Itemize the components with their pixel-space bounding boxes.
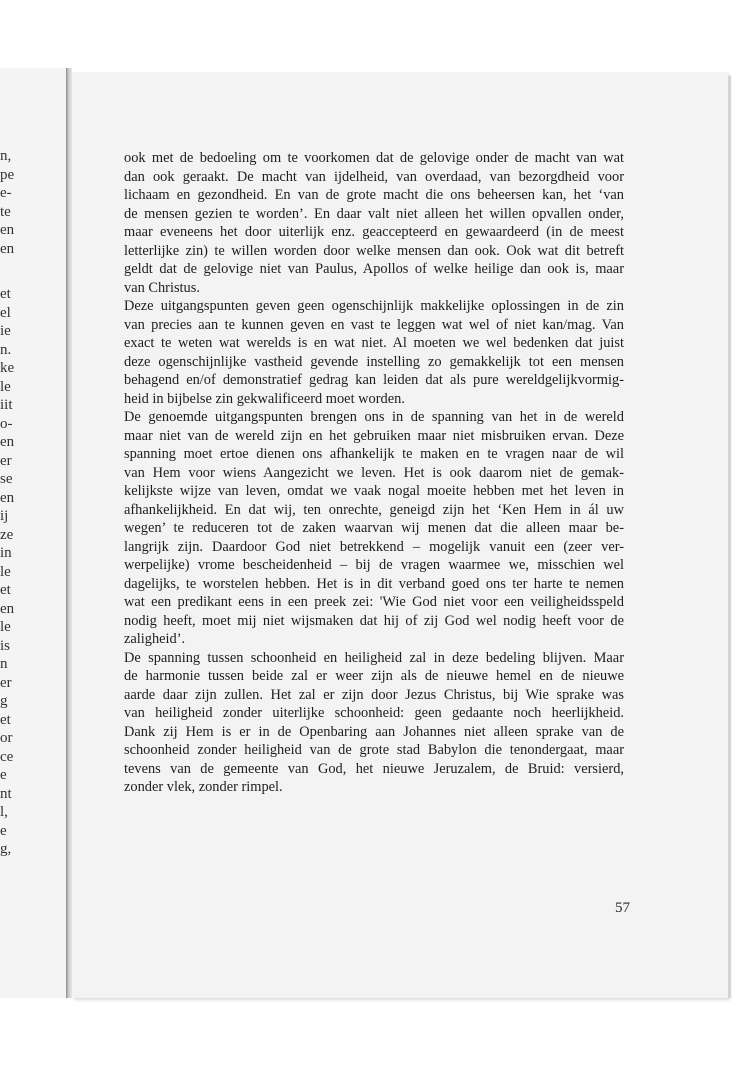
body-text	[124, 149, 624, 797]
text-line: kelijkste wijze van leven, omdat we vaak nogal moeite hebben met het leven in	[124, 483, 624, 499]
page-edge	[728, 76, 731, 998]
text-line: maar eveneens het door uiterlijk enz. geaccepteerd en gewaardeerd (in de meest	[124, 224, 624, 240]
left-page-fragment: el	[0, 304, 11, 321]
text-line: spanning moet ertoe dienen ons afhankelijk te maken en te vragen naar de wil	[124, 446, 624, 462]
left-page-fragment: g	[0, 693, 8, 709]
left-page-fragment: nt	[0, 785, 12, 802]
left-page-fragment: pe	[0, 166, 15, 183]
left-page-fragment: in	[0, 545, 12, 561]
page-number: 57	[615, 900, 630, 916]
left-page-fragment: n	[0, 656, 8, 672]
text-line: zonder vlek, zonder rimpel.	[124, 779, 283, 795]
text-line: van precies aan te kunnen geven en vast te leggen wat wel of niet kan/mag. Van	[124, 316, 624, 333]
text-line: langrijk zijn. Daardoor God niet betrekkend – mogelijk vanuit een (zeer ver-	[124, 538, 624, 555]
left-page-fragment: e	[0, 767, 7, 783]
left-page-fragment: en	[0, 600, 15, 617]
left-page-edge	[0, 68, 66, 998]
text-line: letterlijke zin) te willen worden door welke mensen dan ook. Ook wat dit betreft	[124, 242, 624, 259]
left-page-fragment: n,	[0, 148, 12, 164]
left-page-fragment: ze	[0, 526, 14, 543]
text-line: geldt dat de gelovige niet van Paulus, Apollos of welke heilige dan ook is, maar	[124, 261, 624, 277]
text-line: dan ook geraakt. De macht van ijdelheid, van overdaad, van bezorgdheid voor	[124, 168, 624, 185]
left-page-fragment: le	[0, 378, 11, 395]
left-page-fragment: et	[0, 582, 11, 598]
text-line: nodig heeft, moet mij niet wijsmaken dat hij of zij God wel nodig heeft voor de	[124, 612, 624, 629]
left-page-fragment: le	[0, 619, 11, 635]
text-line: heid in bijbelse zin gekwalificeerd moet worden.	[124, 390, 405, 407]
text-line: deze ogenschijnlijke vastheid gevende instelling zo gemakkelijk tot een mensen	[124, 353, 624, 370]
left-page-fragment: ke	[0, 360, 15, 376]
left-page-fragment: en	[0, 240, 15, 257]
text-line: Dank zij Hem is er in de Openbaring aan Johannes niet alleen sprake van de	[124, 723, 624, 740]
left-page-fragment: en	[0, 489, 15, 506]
left-page-fragment: is	[0, 637, 11, 654]
text-line: tevens van de gemeente van God, het nieuwe Jeruzalem, de Bruid: versierd,	[124, 760, 624, 777]
text-line: aarde daar zijn zullen. Het zal er zijn door Jezus Christus, bij Wie sprake was	[124, 686, 624, 703]
left-page-fragment: er	[0, 674, 12, 691]
text-line: schoonheid zonder heiligheid van de grote stad Babylon die tenondergaat, maar	[124, 742, 624, 758]
text-line: lichaam en gezondheid. En van de grote macht die ons beheersen kan, het ‘van	[124, 187, 624, 203]
left-page-fragment: en	[0, 434, 15, 450]
left-page-fragment: er	[0, 452, 12, 469]
text-line: ook met de bedoeling om te voorkomen dat de gelovige onder de macht van wat	[124, 150, 624, 166]
text-line: Deze uitgangspunten geven geen ogenschijnlijk makkelijke oplossingen in de zin	[124, 298, 624, 314]
text-line: afhankelijkheid. En dat wij, ten onrechte, geneigd zijn het ‘Ken Hem in ál uw	[124, 501, 624, 518]
text-line: werpelijke) vrome bescheidenheid – bij de vragen waarmee we, misschien wel	[124, 557, 624, 573]
text-line: van Christus.	[124, 279, 200, 296]
text-line: De spanning tussen schoonheid en heiligheid zal in deze bedeling blijven. Maar	[124, 649, 624, 666]
text-line: wegen’ te reduceren tot de zaken waarvan wij menen dat die alleen maar be-	[124, 520, 624, 536]
text-line: behagend en/of demonstratief gedrag kan leiden dat als pure wereldgelijkvormig-	[124, 372, 624, 388]
left-page-fragment: ie	[0, 323, 11, 339]
text-line: de harmonie tussen beide zal er weer zijn als de nieuwe hemel en de nieuwe	[124, 668, 624, 684]
text-line: exact te weten wat werelds is en wat niet. Al moeten we wel bedenken dat juist	[124, 335, 624, 351]
left-page-fragment: en	[0, 222, 15, 238]
left-page-fragment: te	[0, 203, 11, 220]
left-page-fragment: e	[0, 822, 7, 839]
text-line: van heiligheid zonder uiterlijke schoonheid: geen gedaante noch heerlijkheid.	[124, 705, 624, 721]
left-page-fragment: le	[0, 563, 11, 580]
left-page-fragment: o-	[0, 415, 13, 432]
left-page-fragment: g,	[0, 841, 12, 857]
text-line: de mensen gezien te worden’. En daar valt niet alleen het willen opvallen onder,	[124, 205, 624, 222]
left-page-fragment: se	[0, 471, 13, 487]
left-page-fragment: ce	[0, 748, 14, 765]
text-line: maar niet van de wereld zijn en het gebruiken maar niet misbruiken ervan. Deze	[124, 427, 624, 444]
left-page-fragment: et	[0, 286, 11, 302]
text-line: van Hem voor wiens Aangezicht we leven. Het is ook daarom niet de gemak-	[124, 464, 624, 481]
left-page-fragment: e-	[0, 185, 12, 201]
text-line: zaligheid’.	[124, 631, 186, 647]
text-line: dagelijks, te worstelen hebben. Het is in dit verband goed ons ter harte te nemen	[124, 575, 624, 592]
left-page-fragment: ij	[0, 508, 9, 524]
left-page-fragment: n.	[0, 341, 12, 358]
text-line: De genoemde uitgangspunten brengen ons in de spanning van het in de wereld	[124, 409, 624, 425]
left-page-fragment: et	[0, 711, 11, 728]
left-page-fragment: or	[0, 730, 13, 746]
left-page-fragment: iit	[0, 397, 13, 413]
left-page-fragment: l,	[0, 804, 8, 820]
text-line: wat een predikant eens in een preek zei: 'Wie God niet voor een veiligheidsspeld	[124, 594, 624, 610]
